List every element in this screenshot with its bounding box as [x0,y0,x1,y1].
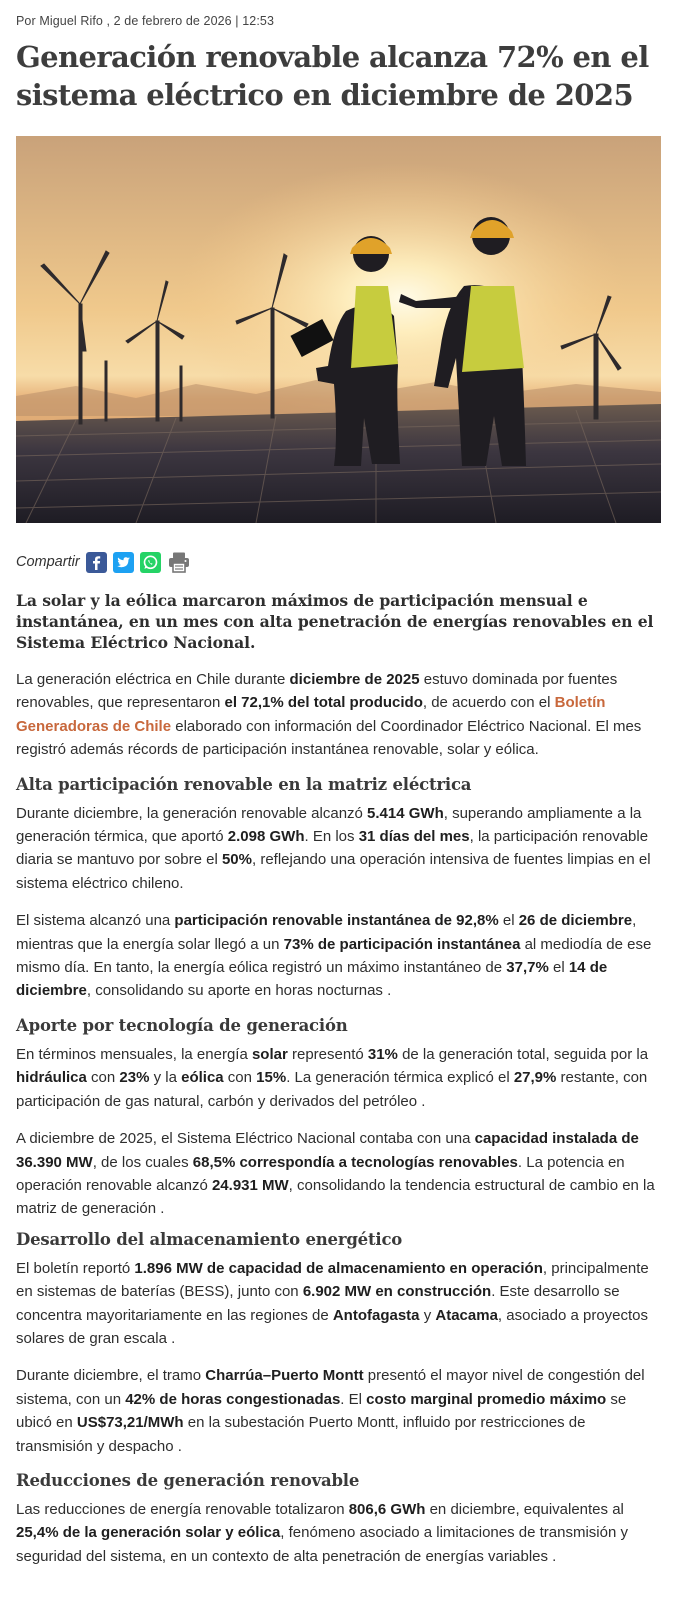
article-paragraph: La generación eléctrica en Chile durante diciembre de 2025 estuvo dominada por fuentes renovables, que representaron el 72,1% del total producido, de acuerdo con el Boletín Generadoras de Chile elaborado con información del Coordinador Eléctrico Nacional. El mes registró además récords de participación instantánea renovable, solar y eólica. [16,671,642,759]
article-paragraph: A diciembre de 2025, el Sistema Eléctrico Nacional contaba con una capacidad instalada de 36.390 MW, de los cuales 68,5% correspondía a tecnologías renovables. La potencia en operación renovable alcanzó 24.931 MW, consolidando la tendencia estructural de cambio en la matriz de generación . [16,1130,655,1218]
article-title: Generación renovable alcanza 72% en el sistema eléctrico en diciembre de 2025 [16,40,649,112]
section-heading: Reducciones de generación renovable [16,1470,360,1490]
section-heading: Alta participación renovable en la matriz eléctrica [16,774,472,794]
boletin-link[interactable]: Boletín Generadoras de Chile [16,694,606,735]
section-heading: Aporte por tecnología de generación [16,1015,348,1035]
whatsapp-share-button[interactable] [140,552,161,573]
facebook-share-button[interactable] [86,552,107,573]
article-paragraph: El sistema alcanzó una participación renovable instantánea de 92,8% el 26 de diciembre, mientras que la energía solar llegó a un 73% de participación instantánea al mediodía de ese mismo día. En tanto, la energía eólica registró un máximo instantáneo de 37,7% el 14 de diciembre, consolidando su aporte en horas nocturnas . [16,912,652,1000]
article-paragraph: Durante diciembre, la generación renovable alcanzó 5.414 GWh, superando ampliamente a la generación térmica, que aportó 2.098 GWh. En los 31 días del mes, la participación renovable diaria se mantuvo por sobre el 50%, reflejando una operación intensiva de fuentes limpias en el sistema eléctrico chileno. [16,804,651,892]
article-lead: La solar y la eólica marcaron máximos de participación mensual e instantánea, en un mes con alta penetración de energías renovables en el Sistema Eléctrico Nacional. [16,591,654,652]
article-paragraph: En términos mensuales, la energía solar representó 31% de la generación total, seguida por la hidráulica con 23% y la eólica con 15%. La generación térmica explicó el 27,9% restante, con participación de gas natural, carbón y derivados del petróleo . [16,1045,649,1110]
twitter-icon [113,552,134,573]
share-label: Compartir [16,554,80,570]
whatsapp-icon [140,552,161,573]
share-bar [16,549,660,575]
article-byline: Por Miguel Rifo , 2 de febrero de 2026 | 12:53 [16,14,275,28]
article-paragraph: El boletín reportó 1.896 MW de capacidad de almacenamiento en operación, principalmente en sistemas de baterías (BESS), junto con 6.902 MW en construcción. Este desarrollo se concentra mayoritariamente en las regiones de Antofagasta y Atacama, asociado a proyectos solares de gran escala . [16,1259,649,1347]
twitter-share-button[interactable] [113,552,134,573]
print-button[interactable] [167,552,191,573]
print-icon [167,551,191,573]
hero-image [16,136,661,523]
article-paragraph: Las reducciones de energía renovable totalizaron 806,6 GWh en diciembre, equivalentes al 25,4% de la generación solar y eólica, fenómeno asociado a limitaciones de transmisión y seguridad del sistema, en un contexto de alta penetración de energías variables . [16,1500,628,1565]
article-paragraph: Durante diciembre, el tramo Charrúa–Puerto Montt presentó el mayor nivel de congestión del sistema, con un 42% de horas congestionadas. El costo marginal promedio máximo se ubicó en US$73,21/MWh en la subestación Puerto Montt, influido por restricciones de transmisión y despacho . [16,1367,645,1455]
section-heading: Desarrollo del almacenamiento energético [16,1229,403,1249]
facebook-icon [86,552,107,573]
